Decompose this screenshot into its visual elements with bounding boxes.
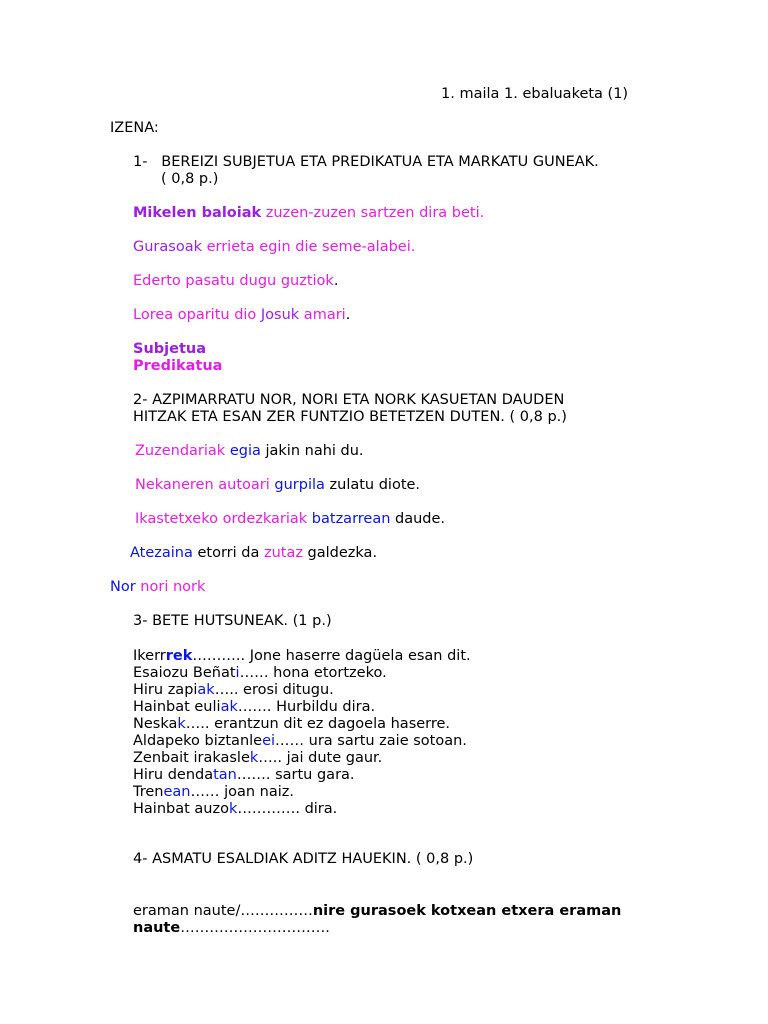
legend-subject: Subjetua bbox=[133, 341, 206, 357]
q4-answer-line-2 bbox=[133, 920, 330, 937]
q3-line-9 bbox=[133, 784, 294, 801]
page-header: 1. maila 1. ebaluaketa (1) bbox=[441, 86, 629, 102]
q3-l7-rest: ….. jai dute gaur. bbox=[258, 750, 383, 766]
q2-s4-nor: Atezaina bbox=[130, 545, 193, 561]
q3-line-2 bbox=[133, 665, 387, 682]
q3-l1-ending: rek bbox=[165, 648, 193, 664]
q3-l2-ending: i bbox=[235, 665, 240, 681]
q1-title-text: BEREIZI SUBJETUA ETA PREDIKATUA ETA MARKATU GUNEAK. bbox=[161, 154, 599, 170]
q2-s2-nor: gurpila bbox=[269, 477, 325, 493]
q3-line-1 bbox=[133, 648, 471, 665]
legend-nori: nori bbox=[135, 579, 169, 595]
q1-s3-punct: . bbox=[333, 273, 339, 289]
q4-title: 4- ASMATU ESALDIAK ADITZ HAUEKIN. ( 0,8 p.) bbox=[133, 851, 474, 867]
q1-s1-predicate: zuzen-zuzen sartzen dira beti. bbox=[261, 205, 485, 221]
q3-l8-rest: ……. sartu gara. bbox=[236, 767, 355, 783]
q1-s4-predicate-b: amari bbox=[299, 307, 346, 323]
q4-answer-dots: …………………………. bbox=[180, 920, 330, 936]
q2-s3-rest: daude. bbox=[390, 511, 446, 527]
q3-l3-ending: ak bbox=[197, 682, 215, 698]
q3-l9-stem: Tren bbox=[133, 784, 164, 800]
q3-line-3 bbox=[133, 682, 334, 699]
q1-s2-subject: Gurasoak bbox=[133, 239, 202, 255]
q3-line-7 bbox=[133, 750, 382, 767]
q1-sentence-2 bbox=[133, 239, 415, 256]
q4-answer-part-2: naute bbox=[133, 920, 181, 936]
q4-prompt: eraman naute/…………… bbox=[133, 903, 313, 919]
q3-l10-stem: Hainbat auzo bbox=[133, 801, 229, 817]
q2-s1-rest: jakin nahi du. bbox=[260, 443, 364, 459]
legend-nor: Nor bbox=[110, 579, 136, 595]
q2-title-line-1: 2- AZPIMARRATU NOR, NORI ETA NORK KASUETAN DAUDEN bbox=[133, 392, 565, 408]
q3-l2-rest: …… hona etortzeko. bbox=[239, 665, 387, 681]
q4-answer-line-1 bbox=[133, 903, 621, 920]
q4-answer-part-1: nire gurasoek kotxean etxera eraman bbox=[312, 903, 622, 919]
q2-s2-rest: zulatu diote. bbox=[324, 477, 421, 493]
q3-l3-rest: ….. erosi ditugu. bbox=[214, 682, 334, 698]
q2-sentence-4 bbox=[130, 545, 377, 562]
q1-s4-predicate-a: Lorea oparitu dio bbox=[133, 307, 261, 323]
q3-l4-ending: ak bbox=[220, 699, 238, 715]
q1-number: 1- bbox=[133, 154, 148, 170]
q3-line-8 bbox=[133, 767, 355, 784]
q3-l4-rest: ……. Hurbildu dira. bbox=[237, 699, 376, 715]
q2-sentence-1 bbox=[135, 443, 364, 460]
q3-l9-ending: ean bbox=[163, 784, 191, 800]
q2-s4-verb: etorri da bbox=[192, 545, 264, 561]
q3-l1-rest: ……….. Jone haserre dagüela esan dit. bbox=[192, 648, 471, 664]
q1-s1-subject: Mikelen baloiak bbox=[133, 205, 262, 221]
legend-nork: nork bbox=[168, 579, 206, 595]
q1-s4-punct: . bbox=[345, 307, 351, 323]
q3-title: 3- BETE HUTSUNEAK. (1 p.) bbox=[133, 613, 332, 629]
q3-l8-ending: tan bbox=[213, 767, 237, 783]
q3-l7-ending: k bbox=[249, 750, 259, 766]
q1-sentence-4 bbox=[133, 307, 350, 324]
q3-l6-rest: …… ura sartu zaie sotoan. bbox=[275, 733, 467, 749]
q1-s4-subject: Josuk bbox=[260, 307, 300, 323]
q2-title-line-2: HITZAK ETA ESAN ZER FUNTZIO BETETZEN DUTEN. ( 0,8 p.) bbox=[133, 409, 567, 425]
q2-s2-nori: Nekaneren autoari bbox=[135, 477, 270, 493]
q3-line-4 bbox=[133, 699, 375, 716]
name-label: IZENA: bbox=[110, 120, 159, 136]
q3-l4-stem: Hainbat euli bbox=[133, 699, 221, 715]
q1-sentence-3 bbox=[133, 273, 338, 290]
q3-l6-ending: ei bbox=[262, 733, 276, 749]
q2-sentence-3 bbox=[135, 511, 445, 528]
q3-line-10 bbox=[133, 801, 337, 818]
q3-l5-stem: Neska bbox=[133, 716, 178, 732]
q3-l3-stem: Hiru zapi bbox=[133, 682, 198, 698]
q2-s4-rest: galdezka. bbox=[302, 545, 378, 561]
q3-l7-stem: Zenbait irakasle bbox=[133, 750, 250, 766]
q2-legend bbox=[110, 579, 205, 596]
q3-l8-stem: Hiru denda bbox=[133, 767, 214, 783]
q2-sentence-2 bbox=[135, 477, 420, 494]
q3-l5-rest: ….. erantzun dit ez dagoela haserre. bbox=[185, 716, 451, 732]
q3-l5-ending: k bbox=[177, 716, 186, 732]
q3-l2-stem: Esaiozu Beñat bbox=[133, 665, 236, 681]
q3-l6-stem: Aldapeko biztanle bbox=[133, 733, 263, 749]
q1-title bbox=[133, 154, 599, 171]
q3-l9-rest: …… joan naiz. bbox=[190, 784, 295, 800]
q2-s3-nor: batzarrean bbox=[307, 511, 391, 527]
q1-sentence-1 bbox=[133, 205, 484, 222]
q3-l10-ending: k bbox=[228, 801, 238, 817]
q3-line-6 bbox=[133, 733, 467, 750]
q3-l10-rest: …………. dira. bbox=[237, 801, 338, 817]
q3-l1-stem: Ikerr bbox=[133, 648, 166, 664]
q3-line-5 bbox=[133, 716, 450, 733]
q1-s2-predicate: errieta egin die seme-alabei. bbox=[201, 239, 416, 255]
legend-predicate: Predikatua bbox=[133, 358, 223, 374]
q1-points: ( 0,8 p.) bbox=[161, 171, 219, 187]
q2-s4-nori: zutaz bbox=[263, 545, 303, 561]
q2-s3-phrase: Ikastetxeko ordezkariak bbox=[135, 511, 308, 527]
q2-s1-nork: Zuzendariak bbox=[135, 443, 226, 459]
q2-s1-nor: egia bbox=[225, 443, 261, 459]
q1-s3-predicate: Ederto pasatu dugu guztiok bbox=[133, 273, 334, 289]
